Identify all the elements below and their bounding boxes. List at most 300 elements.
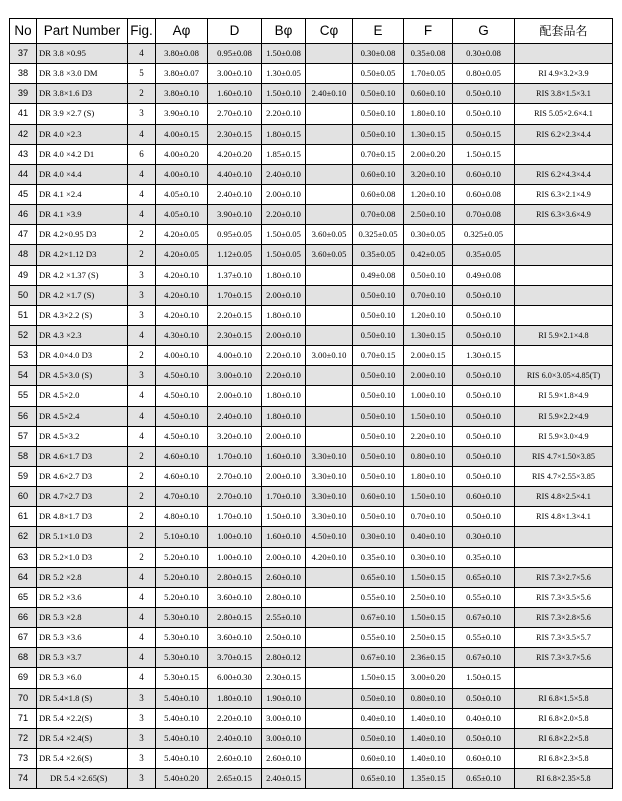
cell-f: 0.80±0.10: [404, 688, 453, 708]
cell-no: 61: [10, 507, 37, 527]
cell-a-phi: 5.30±0.10: [156, 648, 208, 668]
table-row: [10, 567, 613, 587]
cell-no: 47: [10, 225, 37, 245]
table-row: [10, 648, 613, 668]
cell-no: 67: [10, 628, 37, 648]
cell-f: 0.30±0.10: [404, 547, 453, 567]
cell-f: 2.50±0.15: [404, 628, 453, 648]
cell-g: 0.35±0.10: [453, 547, 515, 567]
cell-c-phi: 3.30±0.10: [306, 507, 353, 527]
table-row: [10, 386, 613, 406]
cell-paired-product: RIS 7.3×3.7×5.6: [515, 648, 613, 668]
table-row: [10, 285, 613, 305]
cell-no: 55: [10, 386, 37, 406]
cell-a-phi: 4.20±0.10: [156, 285, 208, 305]
cell-c-phi: [306, 205, 353, 225]
cell-a-phi: 4.05±0.10: [156, 184, 208, 204]
cell-f: 0.60±0.10: [404, 84, 453, 104]
cell-c-phi: [306, 769, 353, 789]
cell-b-phi: 2.40±0.10: [262, 164, 306, 184]
cell-g: 0.50±0.10: [453, 688, 515, 708]
table-row: [10, 225, 613, 245]
cell-d: 2.70±0.10: [208, 104, 262, 124]
cell-paired-product: RIS 6.3×2.1×4.9: [515, 184, 613, 204]
cell-fig: 4: [128, 124, 156, 144]
cell-part-number: DR 5.2 ×3.6: [37, 587, 128, 607]
table-row: [10, 769, 613, 789]
cell-e: 0.60±0.10: [353, 748, 404, 768]
header-e: E: [353, 19, 404, 44]
cell-c-phi: [306, 144, 353, 164]
cell-b-phi: 1.90±0.10: [262, 688, 306, 708]
cell-c-phi: [306, 688, 353, 708]
cell-f: 1.50±0.15: [404, 567, 453, 587]
cell-c-phi: [306, 607, 353, 627]
cell-no: 74: [10, 769, 37, 789]
cell-c-phi: [306, 628, 353, 648]
cell-c-phi: [306, 567, 353, 587]
cell-e: 0.50±0.10: [353, 386, 404, 406]
cell-no: 43: [10, 144, 37, 164]
cell-f: 2.36±0.15: [404, 648, 453, 668]
cell-part-number: DR 3.8 ×3.0 DM: [37, 64, 128, 84]
cell-d: 2.20±0.15: [208, 305, 262, 325]
cell-paired-product: RI 5.9×1.8×4.9: [515, 386, 613, 406]
cell-f: 0.35±0.08: [404, 44, 453, 64]
header-fig: Fig.: [128, 19, 156, 44]
cell-paired-product: RIS 3.8×1.5×3.1: [515, 84, 613, 104]
cell-no: 66: [10, 607, 37, 627]
cell-a-phi: 5.30±0.15: [156, 668, 208, 688]
cell-b-phi: 2.60±0.10: [262, 748, 306, 768]
cell-b-phi: 1.50±0.05: [262, 225, 306, 245]
cell-e: 0.70±0.08: [353, 205, 404, 225]
cell-e: 0.65±0.10: [353, 769, 404, 789]
cell-a-phi: 4.00±0.10: [156, 346, 208, 366]
cell-c-phi: 3.00±0.10: [306, 346, 353, 366]
cell-c-phi: [306, 325, 353, 345]
cell-part-number: DR 4.6×1.7 D3: [37, 446, 128, 466]
cell-c-phi: [306, 587, 353, 607]
table-row: [10, 708, 613, 728]
cell-g: 1.50±0.15: [453, 668, 515, 688]
cell-d: 2.30±0.15: [208, 325, 262, 345]
header-a-phi: Aφ: [156, 19, 208, 44]
table-row: [10, 346, 613, 366]
cell-g: 0.50±0.10: [453, 366, 515, 386]
cell-f: 0.50±0.10: [404, 265, 453, 285]
cell-f: 0.40±0.10: [404, 527, 453, 547]
cell-b-phi: 2.30±0.15: [262, 668, 306, 688]
cell-paired-product: RIS 7.3×2.8×5.6: [515, 607, 613, 627]
cell-e: 0.50±0.10: [353, 366, 404, 386]
cell-paired-product: [515, 44, 613, 64]
cell-d: 1.70±0.10: [208, 507, 262, 527]
table-row: [10, 547, 613, 567]
cell-d: 1.37±0.10: [208, 265, 262, 285]
cell-f: 1.50±0.10: [404, 487, 453, 507]
cell-d: 3.70±0.15: [208, 648, 262, 668]
table-row: [10, 184, 613, 204]
cell-no: 41: [10, 104, 37, 124]
cell-part-number: DR 4.7×2.7 D3: [37, 487, 128, 507]
cell-fig: 3: [128, 305, 156, 325]
cell-e: 0.50±0.10: [353, 104, 404, 124]
cell-b-phi: 2.00±0.10: [262, 184, 306, 204]
cell-f: 0.30±0.05: [404, 225, 453, 245]
cell-part-number: DR 4.1 ×2.4: [37, 184, 128, 204]
cell-fig: 4: [128, 386, 156, 406]
cell-b-phi: 2.20±0.10: [262, 104, 306, 124]
cell-b-phi: 2.40±0.15: [262, 769, 306, 789]
cell-c-phi: [306, 406, 353, 426]
cell-part-number: DR 5.4 ×2.2(S): [37, 708, 128, 728]
cell-fig: 3: [128, 748, 156, 768]
cell-no: 73: [10, 748, 37, 768]
cell-d: 2.20±0.10: [208, 708, 262, 728]
table-row: [10, 487, 613, 507]
spec-table: [9, 18, 613, 789]
cell-g: 0.50±0.10: [453, 426, 515, 446]
cell-no: 52: [10, 325, 37, 345]
cell-f: 1.00±0.10: [404, 386, 453, 406]
cell-b-phi: 3.00±0.10: [262, 728, 306, 748]
cell-e: 0.50±0.10: [353, 507, 404, 527]
cell-no: 59: [10, 466, 37, 486]
cell-c-phi: 3.60±0.05: [306, 245, 353, 265]
cell-d: 1.00±0.10: [208, 527, 262, 547]
cell-e: 0.49±0.08: [353, 265, 404, 285]
cell-f: 1.40±0.10: [404, 728, 453, 748]
cell-a-phi: 5.40±0.20: [156, 769, 208, 789]
cell-part-number: DR 4.1 ×3.9: [37, 205, 128, 225]
cell-part-number: DR 5.3 ×3.6: [37, 628, 128, 648]
cell-paired-product: [515, 668, 613, 688]
cell-b-phi: 1.50±0.08: [262, 44, 306, 64]
cell-paired-product: RIS 6.2×2.3×4.4: [515, 124, 613, 144]
cell-e: 0.50±0.10: [353, 466, 404, 486]
cell-e: 0.30±0.08: [353, 44, 404, 64]
cell-c-phi: [306, 184, 353, 204]
cell-d: 2.00±0.10: [208, 386, 262, 406]
cell-g: 0.40±0.10: [453, 708, 515, 728]
cell-paired-product: RI 6.8×2.0×5.8: [515, 708, 613, 728]
table-row: [10, 265, 613, 285]
cell-part-number: DR 4.2 ×1.7 (S): [37, 285, 128, 305]
cell-g: 0.60±0.10: [453, 164, 515, 184]
cell-e: 0.65±0.10: [353, 567, 404, 587]
cell-f: 1.70±0.05: [404, 64, 453, 84]
cell-paired-product: RI 5.9×2.1×4.8: [515, 325, 613, 345]
cell-g: 0.65±0.10: [453, 769, 515, 789]
cell-paired-product: [515, 305, 613, 325]
table-row: [10, 507, 613, 527]
cell-fig: 3: [128, 366, 156, 386]
table-row: [10, 446, 613, 466]
cell-paired-product: [515, 245, 613, 265]
cell-no: 56: [10, 406, 37, 426]
cell-paired-product: [515, 346, 613, 366]
cell-d: 1.60±0.10: [208, 84, 262, 104]
cell-no: 63: [10, 547, 37, 567]
cell-no: 64: [10, 567, 37, 587]
cell-part-number: DR 5.4 ×2.6(S): [37, 748, 128, 768]
table-row: [10, 628, 613, 648]
cell-no: 65: [10, 587, 37, 607]
cell-c-phi: [306, 265, 353, 285]
cell-f: 3.20±0.10: [404, 164, 453, 184]
cell-g: 0.30±0.10: [453, 527, 515, 547]
cell-paired-product: [515, 225, 613, 245]
cell-f: 2.00±0.15: [404, 346, 453, 366]
cell-part-number: DR 5.4 ×2.4(S): [37, 728, 128, 748]
header-row: [10, 19, 613, 44]
cell-g: 1.50±0.15: [453, 144, 515, 164]
cell-d: 1.70±0.10: [208, 446, 262, 466]
cell-fig: 2: [128, 466, 156, 486]
cell-b-phi: 1.30±0.05: [262, 64, 306, 84]
cell-e: 0.50±0.10: [353, 728, 404, 748]
cell-f: 0.70±0.10: [404, 285, 453, 305]
cell-d: 4.20±0.20: [208, 144, 262, 164]
cell-part-number: DR 4.3×2.2 (S): [37, 305, 128, 325]
cell-e: 0.70±0.15: [353, 144, 404, 164]
cell-no: 37: [10, 44, 37, 64]
cell-a-phi: 4.50±0.10: [156, 426, 208, 446]
cell-g: 0.65±0.10: [453, 567, 515, 587]
cell-part-number: DR 4.2 ×1.37 (S): [37, 265, 128, 285]
cell-a-phi: 3.80±0.08: [156, 44, 208, 64]
cell-fig: 5: [128, 64, 156, 84]
cell-g: 0.30±0.08: [453, 44, 515, 64]
cell-d: 1.70±0.15: [208, 285, 262, 305]
cell-no: 53: [10, 346, 37, 366]
cell-g: 0.67±0.10: [453, 648, 515, 668]
cell-fig: 4: [128, 426, 156, 446]
cell-d: 3.90±0.10: [208, 205, 262, 225]
cell-d: 1.00±0.10: [208, 547, 262, 567]
cell-g: 0.50±0.10: [453, 466, 515, 486]
cell-c-phi: [306, 748, 353, 768]
table-row: [10, 527, 613, 547]
cell-part-number: DR 5.4 ×2.65(S): [37, 769, 128, 789]
cell-a-phi: 4.30±0.10: [156, 325, 208, 345]
cell-e: 0.70±0.15: [353, 346, 404, 366]
cell-d: 3.60±0.10: [208, 628, 262, 648]
cell-paired-product: [515, 527, 613, 547]
cell-paired-product: RIS 7.3×2.7×5.6: [515, 567, 613, 587]
cell-no: 69: [10, 668, 37, 688]
cell-a-phi: 5.40±0.10: [156, 728, 208, 748]
cell-g: 0.60±0.10: [453, 487, 515, 507]
cell-fig: 4: [128, 205, 156, 225]
cell-g: 0.50±0.10: [453, 507, 515, 527]
cell-g: 0.50±0.15: [453, 124, 515, 144]
cell-fig: 4: [128, 607, 156, 627]
cell-c-phi: [306, 728, 353, 748]
table-row: [10, 245, 613, 265]
cell-d: 3.00±0.10: [208, 64, 262, 84]
cell-e: 0.50±0.10: [353, 446, 404, 466]
cell-e: 0.50±0.10: [353, 688, 404, 708]
cell-fig: 4: [128, 628, 156, 648]
table-row: [10, 728, 613, 748]
cell-e: 0.50±0.10: [353, 305, 404, 325]
cell-e: 1.50±0.15: [353, 668, 404, 688]
cell-d: 2.40±0.10: [208, 728, 262, 748]
cell-a-phi: 4.00±0.20: [156, 144, 208, 164]
cell-fig: 2: [128, 225, 156, 245]
cell-f: 2.50±0.10: [404, 205, 453, 225]
cell-d: 6.00±0.30: [208, 668, 262, 688]
cell-d: 3.20±0.10: [208, 426, 262, 446]
cell-paired-product: RIS 6.2×4.3×4.4: [515, 164, 613, 184]
table-row: [10, 104, 613, 124]
cell-paired-product: [515, 144, 613, 164]
cell-no: 70: [10, 688, 37, 708]
cell-c-phi: 3.60±0.05: [306, 225, 353, 245]
cell-no: 71: [10, 708, 37, 728]
cell-b-phi: 2.20±0.10: [262, 366, 306, 386]
cell-d: 2.80±0.15: [208, 567, 262, 587]
cell-paired-product: [515, 265, 613, 285]
table-row: [10, 426, 613, 446]
cell-a-phi: 5.30±0.10: [156, 607, 208, 627]
cell-f: 1.80±0.10: [404, 104, 453, 124]
cell-g: 0.35±0.05: [453, 245, 515, 265]
cell-e: 0.35±0.10: [353, 547, 404, 567]
cell-e: 0.67±0.10: [353, 648, 404, 668]
cell-paired-product: RIS 4.8×1.3×4.1: [515, 507, 613, 527]
cell-c-phi: 3.30±0.10: [306, 487, 353, 507]
cell-b-phi: 2.00±0.10: [262, 285, 306, 305]
cell-f: 1.20±0.10: [404, 184, 453, 204]
cell-f: 1.20±0.10: [404, 305, 453, 325]
cell-no: 50: [10, 285, 37, 305]
cell-e: 0.40±0.10: [353, 708, 404, 728]
cell-g: 0.50±0.10: [453, 728, 515, 748]
table-row: [10, 64, 613, 84]
cell-no: 46: [10, 205, 37, 225]
cell-no: 42: [10, 124, 37, 144]
cell-d: 2.65±0.15: [208, 769, 262, 789]
cell-fig: 3: [128, 688, 156, 708]
cell-c-phi: [306, 164, 353, 184]
cell-paired-product: RIS 4.7×1.50×3.85: [515, 446, 613, 466]
cell-g: 0.50±0.10: [453, 386, 515, 406]
cell-e: 0.55±0.10: [353, 587, 404, 607]
cell-g: 0.80±0.05: [453, 64, 515, 84]
cell-a-phi: 4.60±0.10: [156, 466, 208, 486]
cell-d: 0.95±0.08: [208, 44, 262, 64]
table-row: [10, 466, 613, 486]
cell-part-number: DR 5.4×1.8 (S): [37, 688, 128, 708]
cell-part-number: DR 5.2 ×2.8: [37, 567, 128, 587]
cell-c-phi: [306, 124, 353, 144]
cell-g: 0.49±0.08: [453, 265, 515, 285]
cell-part-number: DR 4.0×4.0 D3: [37, 346, 128, 366]
cell-b-phi: 1.80±0.10: [262, 305, 306, 325]
cell-e: 0.30±0.10: [353, 527, 404, 547]
cell-paired-product: RIS 6.0×3.05×4.85(T): [515, 366, 613, 386]
cell-c-phi: [306, 426, 353, 446]
cell-e: 0.60±0.10: [353, 164, 404, 184]
cell-a-phi: 4.20±0.10: [156, 305, 208, 325]
cell-fig: 2: [128, 346, 156, 366]
cell-e: 0.60±0.08: [353, 184, 404, 204]
cell-a-phi: 4.80±0.10: [156, 507, 208, 527]
cell-fig: 4: [128, 406, 156, 426]
cell-part-number: DR 3.8 ×0.95: [37, 44, 128, 64]
cell-f: 1.30±0.15: [404, 325, 453, 345]
cell-d: 2.30±0.15: [208, 124, 262, 144]
cell-d: 3.00±0.10: [208, 366, 262, 386]
cell-a-phi: 3.90±0.10: [156, 104, 208, 124]
cell-g: 0.50±0.10: [453, 104, 515, 124]
cell-b-phi: 1.50±0.10: [262, 507, 306, 527]
cell-paired-product: RI 6.8×2.2×5.8: [515, 728, 613, 748]
header-d: D: [208, 19, 262, 44]
cell-a-phi: 4.50±0.10: [156, 406, 208, 426]
cell-c-phi: 3.30±0.10: [306, 446, 353, 466]
cell-a-phi: 4.70±0.10: [156, 487, 208, 507]
cell-f: 1.50±0.15: [404, 607, 453, 627]
cell-e: 0.35±0.05: [353, 245, 404, 265]
cell-b-phi: 1.80±0.15: [262, 124, 306, 144]
cell-a-phi: 5.40±0.10: [156, 708, 208, 728]
cell-g: 0.50±0.10: [453, 305, 515, 325]
cell-fig: 4: [128, 184, 156, 204]
cell-d: 2.40±0.10: [208, 184, 262, 204]
cell-f: 2.50±0.10: [404, 587, 453, 607]
table-row: [10, 607, 613, 627]
cell-g: 0.50±0.10: [453, 285, 515, 305]
header-part-number: Part Number: [37, 19, 128, 44]
cell-b-phi: 2.20±0.10: [262, 346, 306, 366]
cell-b-phi: 1.50±0.10: [262, 84, 306, 104]
cell-paired-product: RIS 7.3×3.5×5.7: [515, 628, 613, 648]
cell-b-phi: 2.00±0.10: [262, 547, 306, 567]
cell-a-phi: 5.20±0.10: [156, 547, 208, 567]
cell-c-phi: [306, 366, 353, 386]
cell-part-number: DR 4.2×0.95 D3: [37, 225, 128, 245]
cell-c-phi: [306, 104, 353, 124]
table-row: [10, 748, 613, 768]
cell-c-phi: 4.20±0.10: [306, 547, 353, 567]
cell-b-phi: 2.00±0.10: [262, 466, 306, 486]
cell-part-number: DR 4.3 ×2.3: [37, 325, 128, 345]
cell-a-phi: 5.20±0.10: [156, 567, 208, 587]
cell-c-phi: [306, 64, 353, 84]
cell-c-phi: [306, 305, 353, 325]
cell-e: 0.50±0.10: [353, 84, 404, 104]
cell-d: 4.00±0.10: [208, 346, 262, 366]
cell-no: 51: [10, 305, 37, 325]
cell-a-phi: 4.20±0.05: [156, 225, 208, 245]
cell-d: 2.70±0.10: [208, 466, 262, 486]
cell-no: 49: [10, 265, 37, 285]
cell-a-phi: 4.50±0.10: [156, 386, 208, 406]
cell-b-phi: 2.00±0.10: [262, 426, 306, 446]
cell-a-phi: 4.60±0.10: [156, 446, 208, 466]
cell-part-number: DR 5.1×1.0 D3: [37, 527, 128, 547]
cell-fig: 3: [128, 285, 156, 305]
cell-c-phi: [306, 285, 353, 305]
cell-paired-product: RI 6.8×2.3×5.8: [515, 748, 613, 768]
cell-no: 60: [10, 487, 37, 507]
cell-part-number: DR 5.3 ×6.0: [37, 668, 128, 688]
cell-part-number: DR 5.2×1.0 D3: [37, 547, 128, 567]
